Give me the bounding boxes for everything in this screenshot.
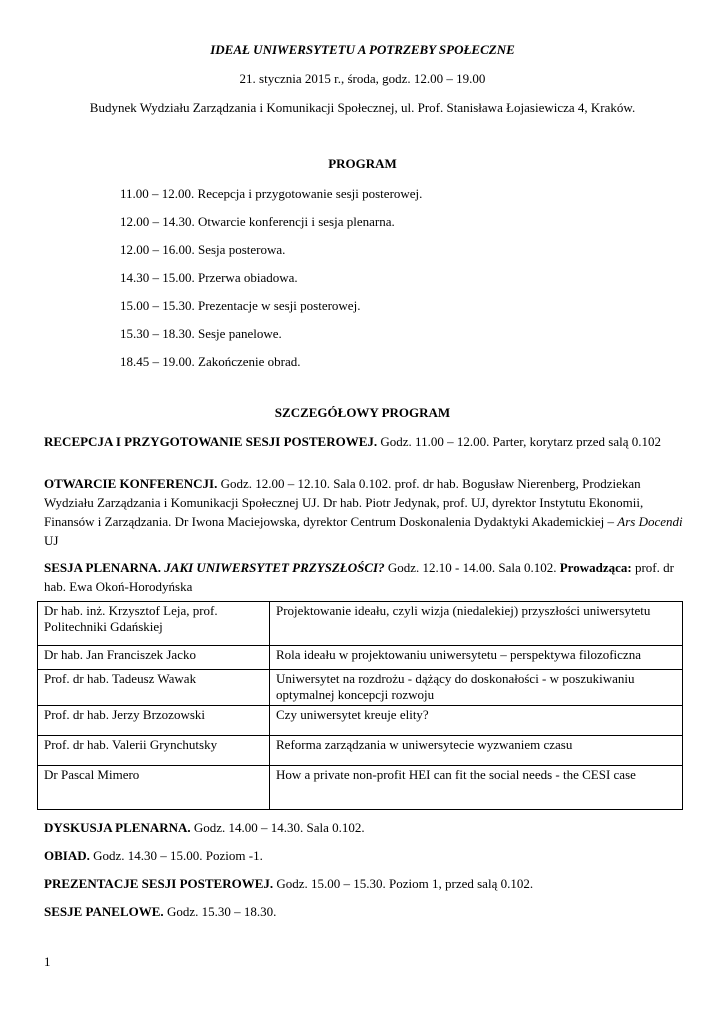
item-details: Godz. 14.30 – 15.00. Poziom -1. [89, 848, 263, 863]
document-title: IDEAŁ UNIWERSYTETU A POTRZEBY SPOŁECZNE [210, 42, 515, 57]
schedule-item: 12.00 – 14.30. Otwarcie konferencji i sesja plenarna. [120, 214, 395, 229]
plenary-label: SESJA PLENARNA. [44, 560, 162, 575]
event-location: Budynek Wydziału Zarządzania i Komunikacji Społecznej, ul. Prof. Stanisława Łojasiewicza 4, Kraków. [89, 100, 636, 115]
talk-topic: Uniwersytet na rozdrożu - dążący do doskonałości - w poszukiwaniu optymalnej koncepcji rozwoju [270, 670, 683, 706]
opening-tail: UJ [44, 533, 59, 548]
poster-presentations-line [44, 876, 533, 892]
reception-label: RECEPCJA I PRZYGOTOWANIE SESJI POSTEROWEJ. [44, 434, 378, 449]
schedule-item: 14.30 – 15.00. Przerwa obiadowa. [120, 270, 298, 285]
opening-paragraph [44, 474, 684, 550]
talk-topic: Projektowanie ideału, czyli wizja (niedalekiej) przyszłości uniwersytetu [270, 602, 683, 646]
table-row [38, 602, 683, 646]
schedule-item: 15.30 – 18.30. Sesje panelowe. [120, 326, 282, 341]
table-row [38, 766, 683, 810]
table-row [38, 646, 683, 670]
item-label: DYSKUSJA PLENARNA. [44, 820, 191, 835]
schedule-item: 15.00 – 15.30. Prezentacje w sesji posterowej. [120, 298, 361, 313]
item-details: Godz. 15.30 – 18.30. [163, 904, 277, 919]
speaker-name: Prof. dr hab. Valerii Grynchutsky [38, 736, 270, 766]
reception-paragraph [44, 432, 684, 451]
talk-topic: Reforma zarządzania w uniwersytecie wyzwaniem czasu [270, 736, 683, 766]
plenary-title: JAKI UNIWERSYTET PRZYSZŁOŚCI? [161, 560, 385, 575]
opening-details: Godz. 12.00 – 12.10. Sala 0.102. prof. dr hab. Bogusław Nierenberg, Prodziekan Wydziału Zarządzania i Komunikacji Społecznej UJ. Dr hab. Piotr Jedynak, prof. UJ, dyrektor Instytutu Ekonomii, Finansów i Zarządzania. Dr Iwona Maciejowska, dyrektor Centrum Doskonalenia Dydaktyki Akademickiej – [44, 476, 644, 529]
detailed-program-heading: SZCZEGÓŁOWY PROGRAM [274, 405, 451, 420]
speaker-name: Dr Pascal Mimero [38, 766, 270, 810]
table-row [38, 736, 683, 766]
panel-sessions-line [44, 904, 276, 920]
lunch-line [44, 848, 263, 864]
plenary-discussion-line [44, 820, 365, 836]
schedule-item: 11.00 – 12.00. Recepcja i przygotowanie sesji posterowej. [120, 186, 423, 201]
speaker-name: Prof. dr hab. Jerzy Brzozowski [38, 706, 270, 736]
reception-details: Godz. 11.00 – 12.00. Parter, korytarz przed salą 0.102 [377, 434, 661, 449]
schedule-item: 12.00 – 16.00. Sesja posterowa. [120, 242, 286, 257]
page-number: 1 [44, 954, 51, 969]
item-label: OBIAD. [44, 848, 90, 863]
talk-topic: Rola ideału w projektowaniu uniwersytetu – perspektywa filozoficzna [270, 646, 683, 670]
moderator-label: Prowadząca: [559, 560, 632, 575]
speaker-name: Prof. dr hab. Tadeusz Wawak [38, 670, 270, 706]
table-row [38, 706, 683, 736]
talk-topic: Czy uniwersytet kreuje elity? [270, 706, 683, 736]
plenary-details: Godz. 12.10 - 14.00. Sala 0.102. [384, 560, 560, 575]
program-heading: PROGRAM [328, 156, 397, 171]
speaker-name: Dr hab. inż. Krzysztof Leja, prof. Politechniki Gdańskiej [38, 602, 270, 646]
speakers-table [37, 601, 683, 810]
opening-italic-name: Ars Docendi [617, 514, 683, 529]
event-date: 21. stycznia 2015 r., środa, godz. 12.00 – 19.00 [239, 71, 486, 86]
item-label: PREZENTACJE SESJI POSTEROWEJ. [44, 876, 274, 891]
speaker-name: Dr hab. Jan Franciszek Jacko [38, 646, 270, 670]
table-row [38, 670, 683, 706]
item-details: Godz. 15.00 – 15.30. Poziom 1, przed salą 0.102. [273, 876, 534, 891]
talk-topic: How a private non-profit HEI can fit the social needs - the CESI case [270, 766, 683, 810]
moderator-name: prof. dr hab. Ewa Okoń-Horodyńska [44, 560, 674, 594]
item-label: SESJE PANELOWE. [44, 904, 164, 919]
item-details: Godz. 14.00 – 14.30. Sala 0.102. [190, 820, 365, 835]
opening-label: OTWARCIE KONFERENCJI. [44, 476, 218, 491]
schedule-item: 18.45 – 19.00. Zakończenie obrad. [120, 354, 301, 369]
plenary-paragraph [44, 558, 684, 596]
